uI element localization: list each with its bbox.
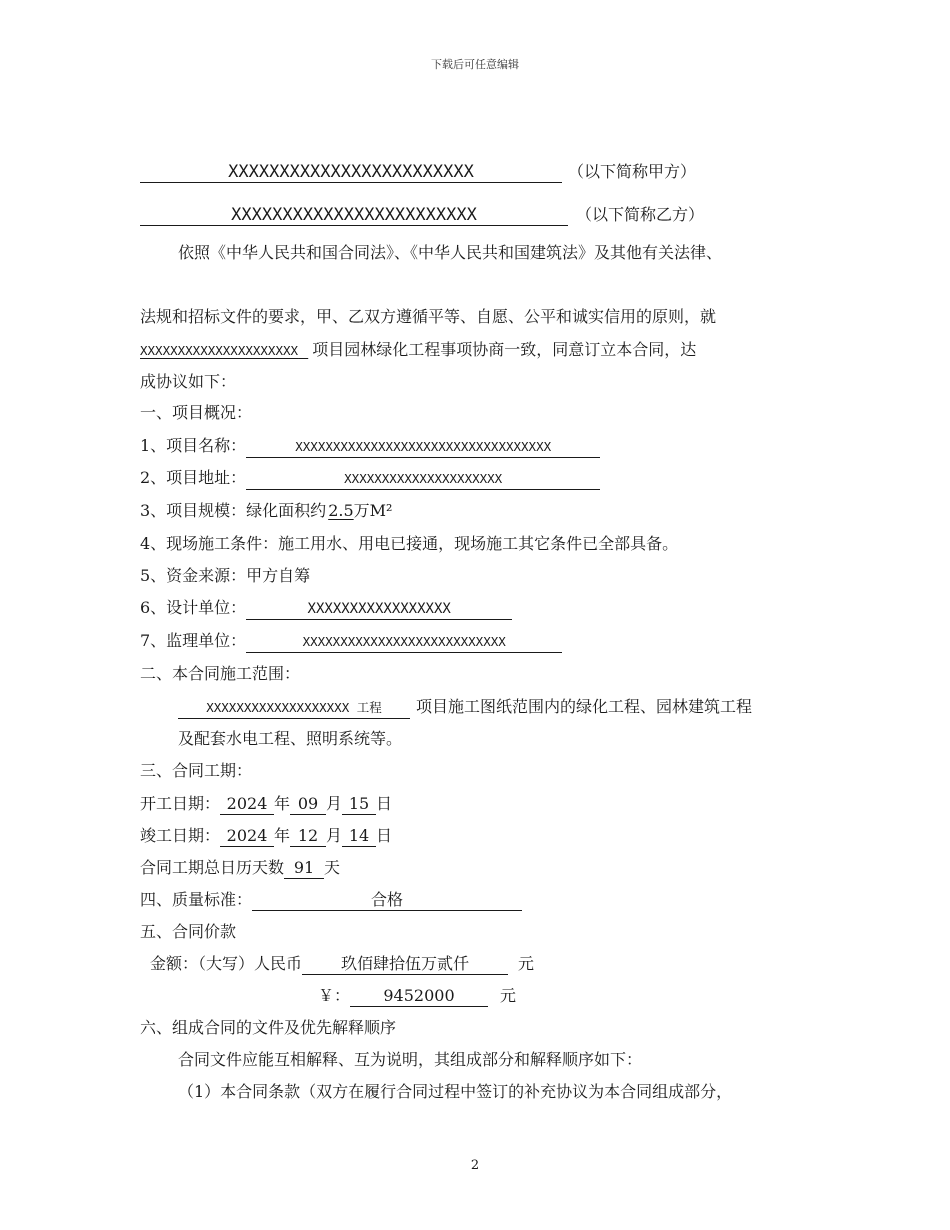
intro-line-4: 成协议如下： xyxy=(140,372,237,391)
project-address-label: 2、项目地址： xyxy=(140,468,247,487)
intro-line-3-text: 项目园林绿化工程事项协商一致，同意订立本合同，达 xyxy=(312,340,697,359)
total-days-label: 合同工期总日历天数 xyxy=(140,858,285,877)
year-char: 年 xyxy=(274,826,291,845)
scope-project: XXXXXXXXXXXXXXXXXXX 工程 xyxy=(178,698,410,719)
party-b-line xyxy=(140,205,704,226)
start-year: 2024 xyxy=(220,794,274,815)
section-2-title: 二、本合同施工范围： xyxy=(140,664,301,683)
end-day: 14 xyxy=(342,826,376,847)
yen-sign: ￥： xyxy=(318,986,351,1005)
party-a-name: XXXXXXXXXXXXXXXXXXXXXXXX xyxy=(140,162,562,183)
design-unit-line xyxy=(140,598,512,620)
scope-line-1-text: 项目施工图纸范围内的绿化工程、园林建筑工程 xyxy=(416,697,753,716)
end-date-label: 竣工日期： xyxy=(140,826,221,845)
intro-line-3 xyxy=(140,340,696,361)
site-conditions: 4、现场施工条件：施工用水、用电已接通，现场施工其它条件已全部具备。 xyxy=(140,534,679,553)
start-month: 09 xyxy=(290,794,326,815)
end-date-line xyxy=(140,826,392,847)
supervision-unit-value: XXXXXXXXXXXXXXXXXXXXXXXXXXX xyxy=(246,632,562,653)
intro-project: XXXXXXXXXXXXXXXXXXXXX xyxy=(140,343,299,358)
start-day: 15 xyxy=(342,794,376,815)
amount-label: 金额：（大写）人民币 xyxy=(150,954,303,973)
total-days-unit: 天 xyxy=(324,858,341,877)
project-scale-value: 2.5 xyxy=(328,501,354,520)
amount-number-line xyxy=(318,986,516,1007)
docs-line-2: （1）本合同条款（双方在履行合同过程中签订的补充协议为本合同组成部分， xyxy=(178,1082,733,1101)
fund-source: 5、资金来源：甲方自筹 xyxy=(140,566,311,585)
project-address-value: XXXXXXXXXXXXXXXXXXXXX xyxy=(246,469,600,490)
total-days-line xyxy=(140,858,340,879)
quality-value: 合格 xyxy=(252,890,522,911)
start-date-line xyxy=(140,794,392,815)
project-name-label: 1、项目名称： xyxy=(140,436,247,455)
quality-line xyxy=(140,890,522,911)
supervision-unit-label: 7、监理单位： xyxy=(140,631,247,650)
project-name-value: XXXXXXXXXXXXXXXXXXXXXXXXXXXXXXXXXX xyxy=(246,437,600,458)
month-char: 月 xyxy=(326,794,343,813)
section-3-title: 三、合同工期： xyxy=(140,761,253,780)
quality-label: 四、质量标准： xyxy=(140,890,253,909)
party-b-name: XXXXXXXXXXXXXXXXXXXXXXXX xyxy=(140,205,568,226)
end-year: 2024 xyxy=(220,826,274,847)
amount-number-yuan: 元 xyxy=(500,986,517,1005)
amount-number: 9452000 xyxy=(350,986,488,1007)
page-header: 下载后可任意编辑 xyxy=(431,58,519,71)
year-char: 年 xyxy=(274,794,291,813)
section-6-title: 六、组成合同的文件及优先解释顺序 xyxy=(140,1018,397,1037)
design-unit-label: 6、设计单位： xyxy=(140,598,247,617)
supervision-unit-line xyxy=(140,631,562,653)
total-days-value: 91 xyxy=(284,858,324,879)
docs-line-1: 合同文件应能互相解释、互为说明，其组成部分和解释顺序如下： xyxy=(178,1050,643,1069)
intro-line-1: 依照《中华人民共和国合同法》、《中华人民共和国建筑法》及其他有关法律、 xyxy=(178,243,723,262)
design-unit-value: XXXXXXXXXXXXXXXXX xyxy=(246,599,512,620)
day-char: 日 xyxy=(376,826,393,845)
project-scale-line xyxy=(140,501,392,521)
page-number: 2 xyxy=(470,1158,480,1173)
end-month: 12 xyxy=(290,826,326,847)
amount-yuan: 元 xyxy=(518,954,535,973)
section-1-title: 一、项目概况： xyxy=(140,403,253,422)
party-a-line xyxy=(140,162,696,183)
start-date-label: 开工日期： xyxy=(140,794,221,813)
party-a-suffix: （以下简称甲方） xyxy=(568,162,697,181)
project-address-line xyxy=(140,468,600,490)
section-5-title: 五、合同价款 xyxy=(140,922,237,941)
project-name-line xyxy=(140,436,600,458)
amount-line xyxy=(150,954,534,975)
intro-line-2: 法规和招标文件的要求，甲、乙双方遵循平等、自愿、公平和诚实信用的原则，就 xyxy=(140,307,717,326)
project-scale-unit: 万M² xyxy=(353,501,393,520)
day-char: 日 xyxy=(376,794,393,813)
scope-line-2: 及配套水电工程、照明系统等。 xyxy=(178,729,403,748)
scope-line-1 xyxy=(178,697,752,719)
amount-value: 玖佰肆拾伍万贰仟 xyxy=(302,954,508,975)
project-scale-label: 3、项目规模：绿化面积约 xyxy=(140,501,327,520)
month-char: 月 xyxy=(326,826,343,845)
party-b-suffix: （以下简称乙方） xyxy=(576,205,705,224)
